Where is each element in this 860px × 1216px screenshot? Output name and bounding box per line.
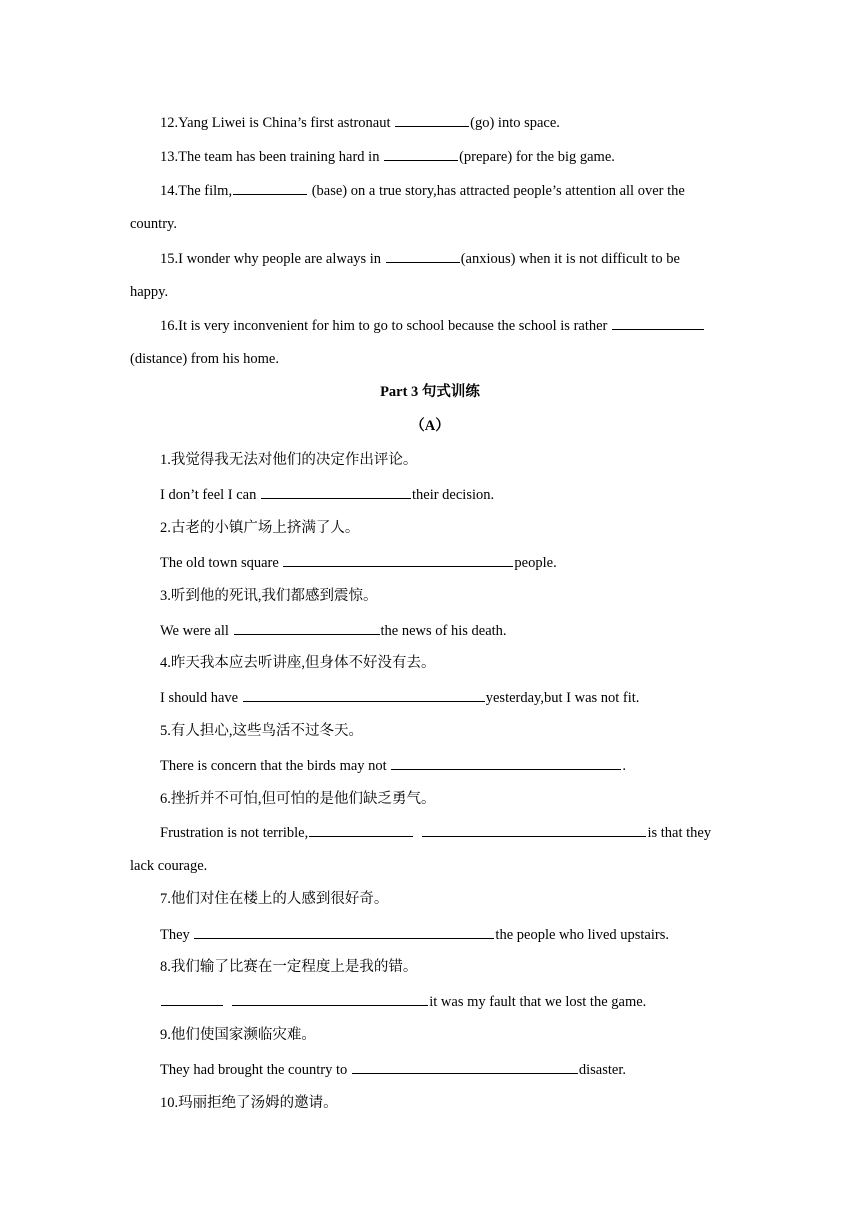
answer-blank[interactable] (395, 113, 469, 127)
answer-blank[interactable] (261, 485, 411, 499)
sentence-9-english: They had brought the country to disaster. (160, 1062, 626, 1078)
sentence-7-english: They the people who lived upstairs. (160, 927, 669, 943)
part-title: Part 3 句式训练 (380, 384, 480, 400)
sentence-6-continuation: lack courage. (130, 858, 208, 874)
answer-blank[interactable] (232, 992, 428, 1006)
sentence-6-english: Frustration is not terrible, is that they (160, 825, 712, 841)
sentence-4-chinese: 4.昨天我本应去听讲座,但身体不好没有去。 (160, 655, 436, 671)
exercise-14-continuation: country. (130, 216, 177, 232)
answer-blank[interactable] (391, 756, 621, 770)
sentence-5-chinese: 5.有人担心,这些鸟活不过冬天。 (160, 723, 363, 739)
sentence-3-chinese: 3.听到他的死讯,我们都感到震惊。 (160, 588, 378, 604)
sentence-2-english: The old town square people. (160, 555, 557, 571)
exercise-12: 12.Yang Liwei is China’s first astronaut (go) into space. (160, 115, 560, 131)
sentence-2-chinese: 2.古老的小镇广场上挤满了人。 (160, 520, 360, 536)
answer-blank[interactable] (234, 621, 380, 635)
answer-blank[interactable] (283, 553, 513, 567)
sentence-1-chinese: 1.我觉得我无法对他们的决定作出评论。 (160, 452, 418, 468)
sentence-1-english: I don’t feel I can their decision. (160, 487, 495, 503)
sentence-9-chinese: 9.他们使国家濒临灾难。 (160, 1027, 316, 1043)
exercise-15: 15.I wonder why people are always in (anxious) when it is not difficult to be (160, 251, 680, 267)
answer-blank[interactable] (612, 316, 704, 330)
answer-blank[interactable] (309, 823, 413, 837)
sentence-3-english: We were all the news of his death. (160, 623, 507, 639)
answer-blank[interactable] (161, 992, 223, 1006)
sentence-8-english: it was my fault that we lost the game. (160, 992, 646, 1011)
sentence-8-chinese: 8.我们输了比赛在一定程度上是我的错。 (160, 959, 418, 975)
answer-blank[interactable] (194, 925, 494, 939)
sentence-10-chinese: 10.玛丽拒绝了汤姆的邀请。 (160, 1095, 338, 1111)
answer-blank[interactable] (233, 181, 307, 195)
exercise-13: 13.The team has been training hard in (prepare) for the big game. (160, 149, 615, 165)
sentence-4-english: I should have yesterday,but I was not fit. (160, 690, 640, 706)
exercise-15-continuation: happy. (130, 284, 169, 300)
answer-blank[interactable] (422, 823, 646, 837)
exercise-16: 16.It is very inconvenient for him to go to school because the school is rather (160, 316, 705, 335)
sentence-6-chinese: 6.挫折并不可怕,但可怕的是他们缺乏勇气。 (160, 791, 436, 807)
answer-blank[interactable] (386, 249, 460, 263)
sentence-7-chinese: 7.他们对住在楼上的人感到很好奇。 (160, 891, 389, 907)
exercise-14: 14.The film, (base) on a true story,has attracted people’s attention all over the (160, 183, 685, 199)
answer-blank[interactable] (352, 1060, 578, 1074)
sentence-5-english: There is concern that the birds may not . (160, 758, 626, 774)
exercise-16-continuation: (distance) from his home. (130, 351, 279, 367)
section-label: （A） (410, 418, 450, 434)
answer-blank[interactable] (243, 688, 485, 702)
answer-blank[interactable] (384, 147, 458, 161)
